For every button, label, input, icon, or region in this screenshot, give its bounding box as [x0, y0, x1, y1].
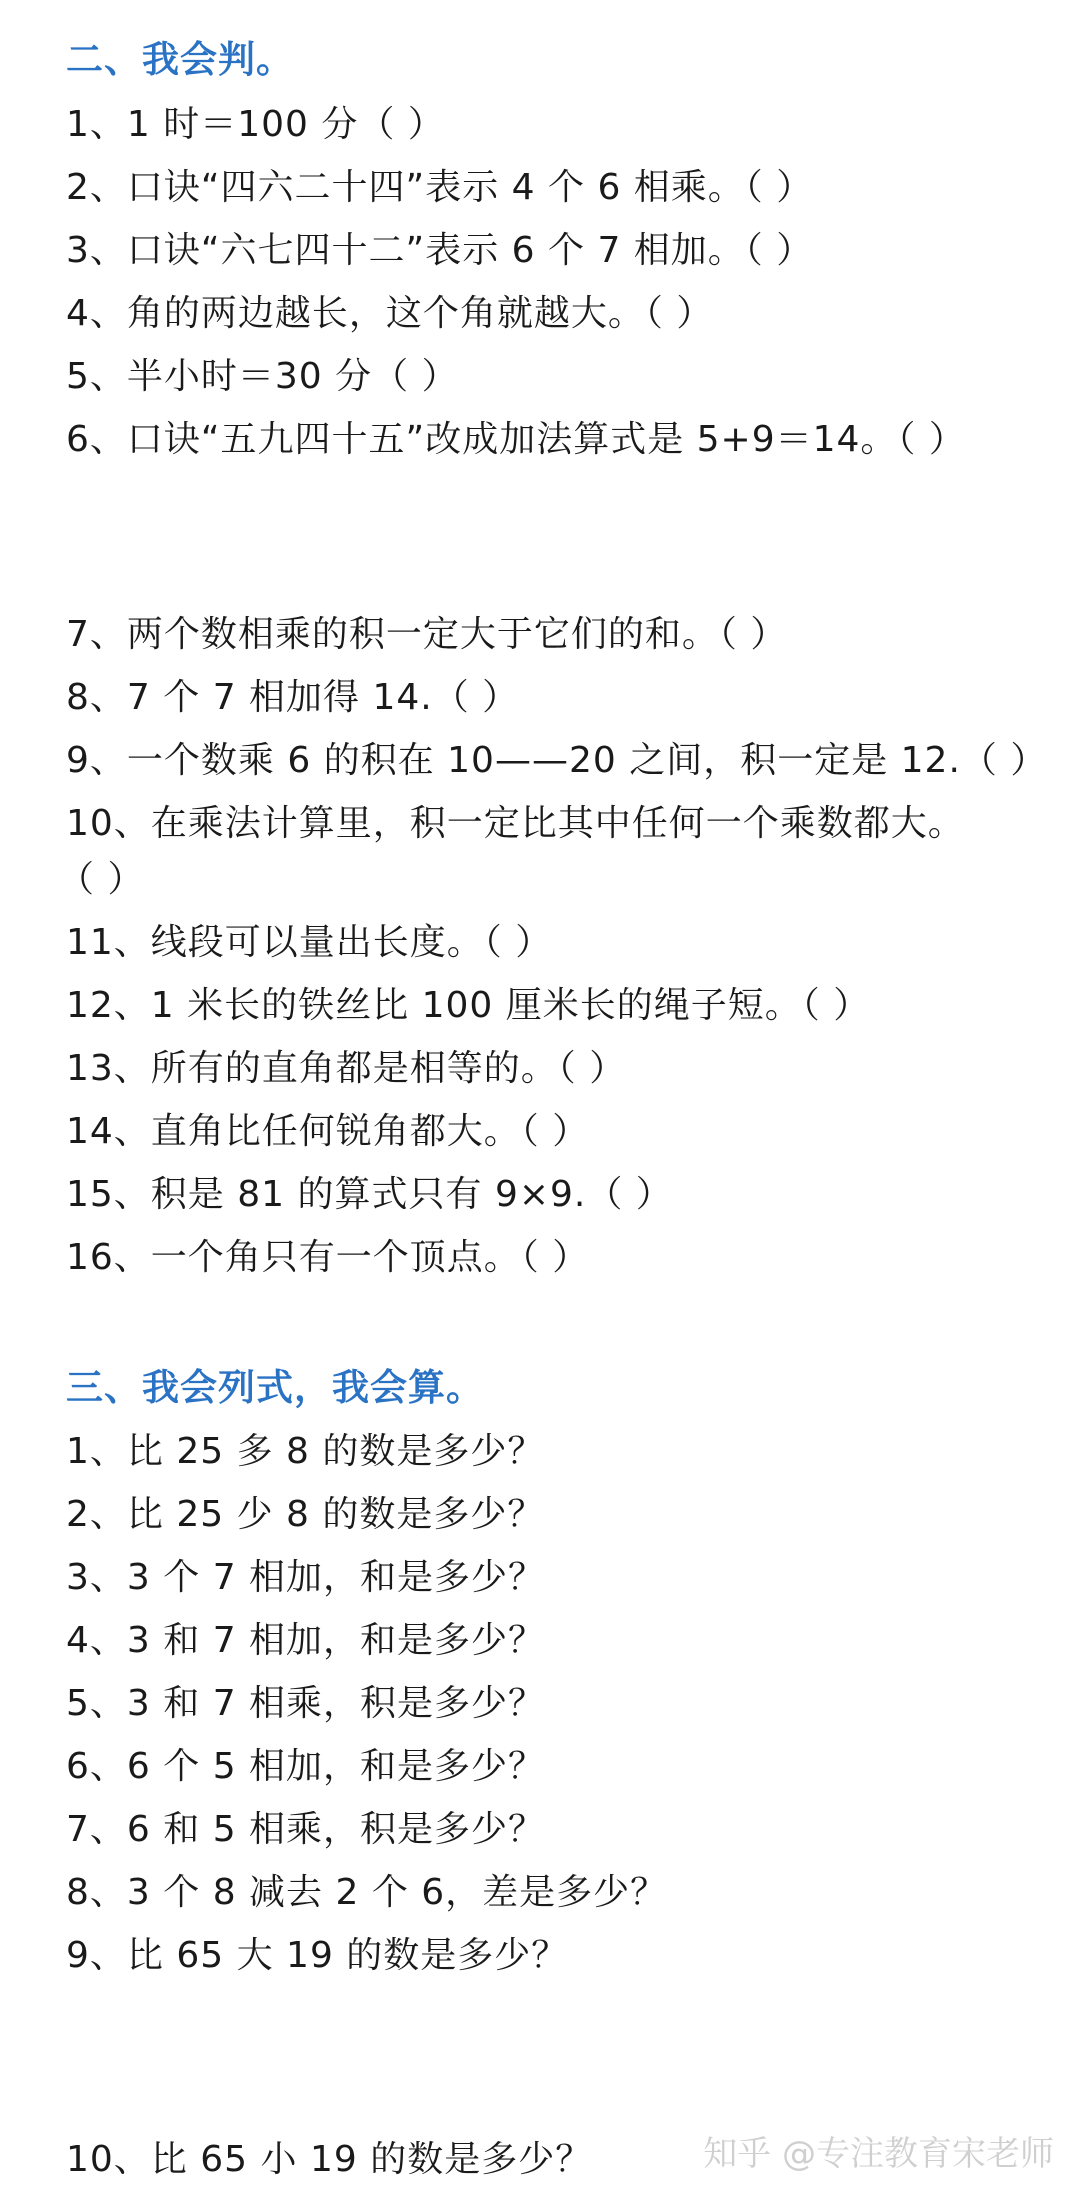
judge-item-4: 4、角的两边越长，这个角就越大。（ ）	[66, 293, 714, 334]
judge-item-10: 10、在乘法计算里，积一定比其中任何一个乘数都大。	[66, 803, 965, 844]
judge-item-7: 7、两个数相乘的积一定大于它们的和。（ ）	[66, 614, 788, 655]
judge-item-8: 8、7 个 7 相加得 14.（ ）	[66, 677, 520, 718]
calc-item-5: 5、3 和 7 相乘，积是多少？	[66, 1683, 546, 1724]
section-3-heading: 三、我会列式，我会算。	[66, 1366, 484, 1409]
judge-item-3: 3、口诀“六七四十二”表示 6 个 7 相加。（ ）	[66, 230, 814, 271]
calc-item-10: 10、比 65 小 19 的数是多少？	[66, 2139, 593, 2180]
calc-item-2: 2、比 25 少 8 的数是多少？	[66, 1494, 545, 1535]
judge-item-6: 6、口诀“五九四十五”改成加法算式是 5+9＝14。（ ）	[66, 419, 966, 460]
judge-item-13: 13、所有的直角都是相等的。（ ）	[66, 1048, 627, 1089]
judge-item-2: 2、口诀“四六二十四”表示 4 个 6 相乘。（ ）	[66, 167, 814, 208]
judge-item-9: 9、一个数乘 6 的积在 10——20 之间，积一定是 12.（ ）	[66, 740, 1048, 781]
calc-item-7: 7、6 和 5 相乘，积是多少？	[66, 1809, 546, 1850]
judge-item-1: 1、1 时＝100 分（ ）	[66, 104, 445, 145]
calc-item-4: 4、3 和 7 相加，和是多少？	[66, 1620, 546, 1661]
section-2-heading: 二、我会判。	[66, 38, 294, 81]
judge-item-10-answer-blank: （ ）	[58, 859, 145, 900]
calc-item-8: 8、3 个 8 减去 2 个 6，差是多少？	[66, 1872, 668, 1913]
judge-item-11: 11、线段可以量出长度。（ ）	[66, 922, 553, 963]
judge-item-15: 15、积是 81 的算式只有 9×9.（ ）	[66, 1174, 673, 1215]
judge-item-14: 14、直角比任何锐角都大。（ ）	[66, 1111, 590, 1152]
calc-item-6: 6、6 个 5 相加，和是多少？	[66, 1746, 546, 1787]
judge-item-16: 16、一个角只有一个顶点。（ ）	[66, 1237, 590, 1278]
calc-item-1: 1、比 25 多 8 的数是多少？	[66, 1431, 545, 1472]
calc-item-9: 9、比 65 大 19 的数是多少？	[66, 1935, 569, 1976]
judge-item-5: 5、半小时＝30 分（ ）	[66, 356, 459, 397]
judge-item-12: 12、1 米长的铁丝比 100 厘米长的绳子短。（ ）	[66, 985, 871, 1026]
calc-item-3: 3、3 个 7 相加，和是多少？	[66, 1557, 546, 1598]
watermark: 知乎 @专注教育宋老师	[703, 2134, 1054, 2174]
